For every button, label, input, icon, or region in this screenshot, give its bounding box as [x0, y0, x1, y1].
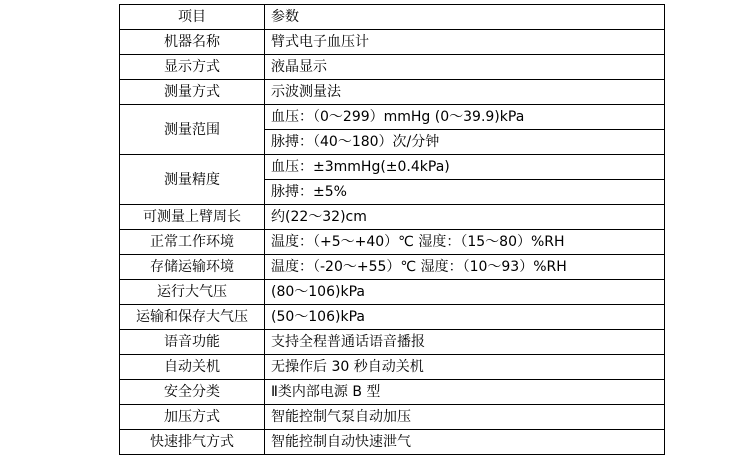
table-row [120, 230, 665, 255]
row-value: Ⅱ类内部电源 B 型 [265, 380, 665, 405]
row-value: 支持全程普通话语音播报 [265, 330, 665, 355]
table-row [120, 430, 665, 455]
row-item-label: 运输和保存大气压 [120, 305, 265, 330]
table-row [120, 30, 665, 55]
table-row [120, 255, 665, 280]
row-item-label: 自动关机 [120, 355, 265, 380]
row-item-label: 显示方式 [120, 55, 265, 80]
row-value: 温度：（-20～+55）℃ 湿度：（10～93）%RH [265, 255, 665, 280]
row-item-label: 语音功能 [120, 330, 265, 355]
header-value: 参数 [265, 5, 665, 30]
row-value: 脉搏：±5% [265, 180, 665, 205]
header-item: 项目 [120, 5, 265, 30]
row-value: (80～106)kPa [265, 280, 665, 305]
row-item-label: 安全分类 [120, 380, 265, 405]
row-value: 智能控制自动快速泄气 [265, 430, 665, 455]
row-value: 示波测量法 [265, 80, 665, 105]
row-item-label: 测量方式 [120, 80, 265, 105]
row-value: 血压：（0～299）mmHg (0～39.9)kPa [265, 105, 665, 130]
row-item-label: 可测量上臂周长 [120, 205, 265, 230]
row-value: 智能控制气泵自动加压 [265, 405, 665, 430]
row-value: 脉搏：（40～180）次/分钟 [265, 130, 665, 155]
row-item-label: 机器名称 [120, 30, 265, 55]
row-item-label: 加压方式 [120, 405, 265, 430]
row-item-label: 存储运输环境 [120, 255, 265, 280]
row-value: 液晶显示 [265, 55, 665, 80]
table-row [120, 305, 665, 330]
table-row [120, 405, 665, 430]
table-row [120, 205, 665, 230]
row-value: 无操作后 30 秒自动关机 [265, 355, 665, 380]
table-row [120, 80, 665, 105]
row-item-label: 正常工作环境 [120, 230, 265, 255]
table-row [120, 280, 665, 305]
spec-table [119, 4, 665, 455]
row-value: 血压：±3mmHg(±0.4kPa) [265, 155, 665, 180]
row-value: 约(22～32)cm [265, 205, 665, 230]
table-row [120, 380, 665, 405]
row-item-label: 运行大气压 [120, 280, 265, 305]
row-value: 温度：（+5～+40）℃ 湿度：（15～80）%RH [265, 230, 665, 255]
table-row [120, 155, 665, 180]
table-row [120, 55, 665, 80]
row-item-label: 测量精度 [120, 155, 265, 205]
spec-table-body [120, 5, 665, 455]
table-header-row [120, 5, 665, 30]
row-item-label: 快速排气方式 [120, 430, 265, 455]
table-row [120, 105, 665, 130]
table-row [120, 355, 665, 380]
table-row [120, 330, 665, 355]
row-value: (50～106)kPa [265, 305, 665, 330]
row-value: 臂式电子血压计 [265, 30, 665, 55]
row-item-label: 测量范围 [120, 105, 265, 155]
